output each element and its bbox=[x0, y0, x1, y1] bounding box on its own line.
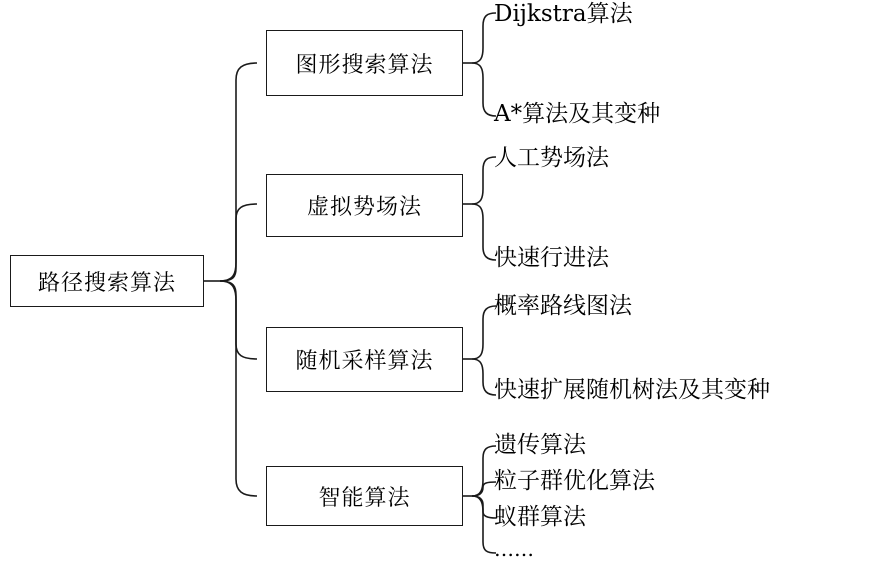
root-to-branch-1 bbox=[220, 63, 257, 281]
branch-4-leaf-1-line bbox=[472, 446, 496, 496]
branch-4-leaf-2-line bbox=[472, 482, 496, 496]
branch-node-random-sampling: 随机采样算法 bbox=[266, 327, 463, 392]
root-to-branch-4 bbox=[220, 281, 257, 496]
branch-node-virtual-potential-field: 虚拟势场法 bbox=[266, 174, 463, 237]
leaf-pso: 粒子群优化算法 bbox=[494, 468, 655, 494]
root-to-branch-2 bbox=[220, 204, 257, 281]
leaf-genetic-algorithm: 遗传算法 bbox=[494, 432, 586, 458]
branch-4-leaf-4-line bbox=[472, 496, 496, 553]
leaf-prm: 概率路线图法 bbox=[494, 293, 632, 319]
leaf-dijkstra: Dijkstra算法 bbox=[494, 1, 633, 27]
branch-1-leaf-2-line bbox=[472, 63, 496, 116]
root-node: 路径搜索算法 bbox=[10, 255, 204, 307]
branch-1-leaf-1-line bbox=[472, 13, 496, 63]
leaf-a-star: A*算法及其变种 bbox=[494, 101, 661, 127]
leaf-ant-colony: 蚁群算法 bbox=[494, 504, 586, 530]
branch-4-leaf-3-line bbox=[472, 496, 496, 518]
branch-3-leaf-2-line bbox=[472, 359, 496, 395]
root-to-branch-3 bbox=[220, 281, 257, 359]
branch-node-graph-search: 图形搜索算法 bbox=[266, 30, 463, 96]
branch-node-intelligent-algorithms: 智能算法 bbox=[266, 466, 463, 526]
leaf-fast-marching: 快速行进法 bbox=[494, 245, 609, 271]
leaf-rrt: 快速扩展随机树法及其变种 bbox=[494, 377, 770, 403]
branch-2-leaf-1-line bbox=[472, 157, 496, 204]
leaf-artificial-potential-field: 人工势场法 bbox=[494, 145, 609, 171]
leaf-ellipsis: …… bbox=[494, 537, 534, 561]
branch-3-leaf-1-line bbox=[472, 306, 496, 359]
branch-2-leaf-2-line bbox=[472, 204, 496, 260]
